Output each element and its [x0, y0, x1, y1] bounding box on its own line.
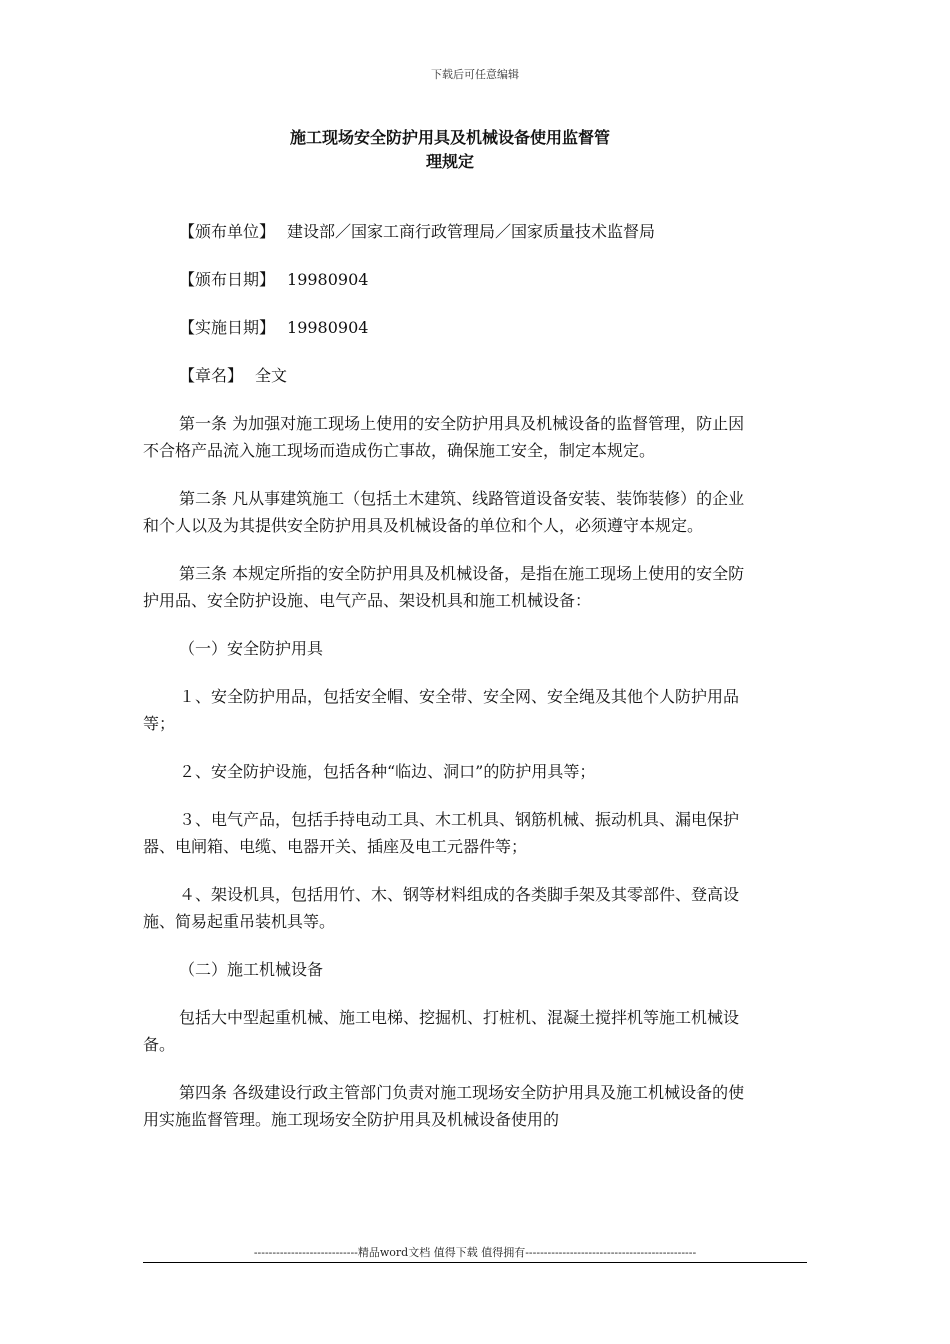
meta-label: 【颁布单位】 [179, 222, 276, 241]
section-heading-2: （二）施工机械设备 [179, 960, 324, 979]
section-heading-1: （一）安全防护用具 [179, 639, 324, 658]
title-line-1: 施工现场安全防护用具及机械设备使用监督管 [289, 128, 610, 147]
footer-text: ----------------------------精品word文档 值得下载 值得拥有---------------------------------------------- [253, 1246, 697, 1259]
item-2: ２、安全防护设施，包括各种“临边、洞口”的防护用具等； [179, 762, 596, 781]
article-2: 第二条 凡从事建筑施工（包括土木建筑、线路管道设备安装、装饰装修）的企业和个人以及为其提供安全防护用具及机械设备的单位和个人，必须遵守本规定。 [143, 489, 745, 535]
item-4: ４、架设机具，包括用竹、木、钢等材料组成的各类脚手架及其零部件、登高设施、简易起重吊装机具等。 [143, 885, 740, 931]
meta-value: 19980904 [287, 318, 369, 337]
meta-label: 【章名】 [179, 366, 244, 385]
meta-value: 全文 [255, 366, 288, 385]
meta-issue-date [143, 266, 757, 293]
meta-effective-date [143, 314, 757, 341]
meta-value: 19980904 [287, 270, 369, 289]
article-3: 第三条 本规定所指的安全防护用具及机械设备，是指在施工现场上使用的安全防护用品、安全防护设施、电气产品、架设机具和施工机械设备： [143, 564, 745, 610]
section-2-body: 包括大中型起重机械、施工电梯、挖掘机、打桩机、混凝土搅拌机等施工机械设备。 [143, 1008, 740, 1054]
footer-rule [143, 1262, 807, 1263]
meta-label: 【实施日期】 [179, 318, 276, 337]
meta-chapter [143, 362, 757, 389]
meta-issuer [143, 218, 757, 245]
meta-label: 【颁布日期】 [179, 270, 276, 289]
document-title [150, 126, 750, 174]
article-4: 第四条 各级建设行政主管部门负责对施工现场安全防护用具及施工机械设备的使用实施监督管理。施工现场安全防护用具及机械设备使用的 [143, 1083, 745, 1129]
document-body [143, 218, 757, 1154]
item-3: ３、电气产品，包括手持电动工具、木工机具、钢筋机械、振动机具、漏电保护器、电闸箱、电缆、电器开关、插座及电工元器件等； [143, 810, 740, 856]
meta-value: 建设部／国家工商行政管理局／国家质量技术监督局 [287, 222, 656, 241]
item-1: １、安全防护用品，包括安全帽、安全带、安全网、安全绳及其他个人防护用品等； [143, 687, 740, 733]
article-1: 第一条 为加强对施工现场上使用的安全防护用具及机械设备的监督管理，防止因不合格产品流入施工现场而造成伤亡事故，确保施工安全，制定本规定。 [143, 414, 745, 460]
title-line-2: 理规定 [425, 152, 474, 171]
header-note: 下载后可任意编辑 [431, 68, 519, 81]
